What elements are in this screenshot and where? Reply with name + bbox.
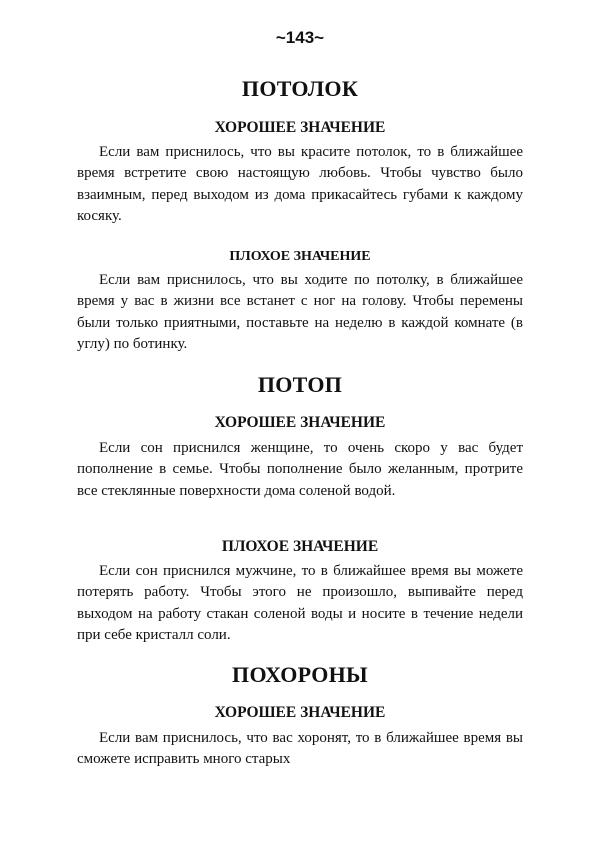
paragraph-good-meaning: Если сон приснился женщине, то очень скоро у вас будет пополнение в семье. Чтобы пополнение было желанным, протрите все стеклянные поверхности дома соленой водой. — [77, 440, 523, 499]
paragraph-bad-meaning: Если вам приснилось, что вы ходите по потолку, в ближайшее время у вас в жизни все встанет с ног на голову. Чтобы перемены были только приятными, поставьте на неделю в каждой комнате (в углу) по ботинку. — [77, 272, 523, 352]
paragraph-good-meaning: Если вам приснилось, что вас хоронят, то в ближайшее время вы сможете исправить много старых — [77, 730, 523, 768]
subheading-good-meaning: ХОРОШЕЕ ЗНАЧЕНИЕ — [214, 704, 386, 721]
page-number: ~143~ — [275, 28, 325, 47]
paragraph-good-meaning: Если вам приснилось, что вы красите потолок, то в ближайшее время встретите свою настоящую любовь. Чтобы чувство было взаимным, перед выходом из дома прикасайтесь губами к каждому косяку. — [77, 144, 523, 224]
paragraph-bad-meaning: Если сон приснился мужчине, то в ближайшее время вы можете потерять работу. Чтобы этого не произошло, выпивайте перед выходом на работу стакан соленой воды и носите в течение недели при себе кристалл соли. — [77, 563, 523, 643]
subheading-good-meaning: ХОРОШЕЕ ЗНАЧЕНИЕ — [214, 414, 386, 431]
subheading-good-meaning: ХОРОШЕЕ ЗНАЧЕНИЕ — [214, 119, 386, 136]
section-title-potop: ПОТОП — [257, 372, 343, 397]
subheading-bad-meaning: ПЛОХОЕ ЗНАЧЕНИЕ — [221, 538, 379, 555]
section-title-potolok: ПОТОЛОК — [241, 76, 359, 101]
section-title-pokhorony: ПОХОРОНЫ — [232, 662, 368, 687]
subheading-bad-meaning: ПЛОХОЕ ЗНАЧЕНИЕ — [229, 249, 371, 264]
